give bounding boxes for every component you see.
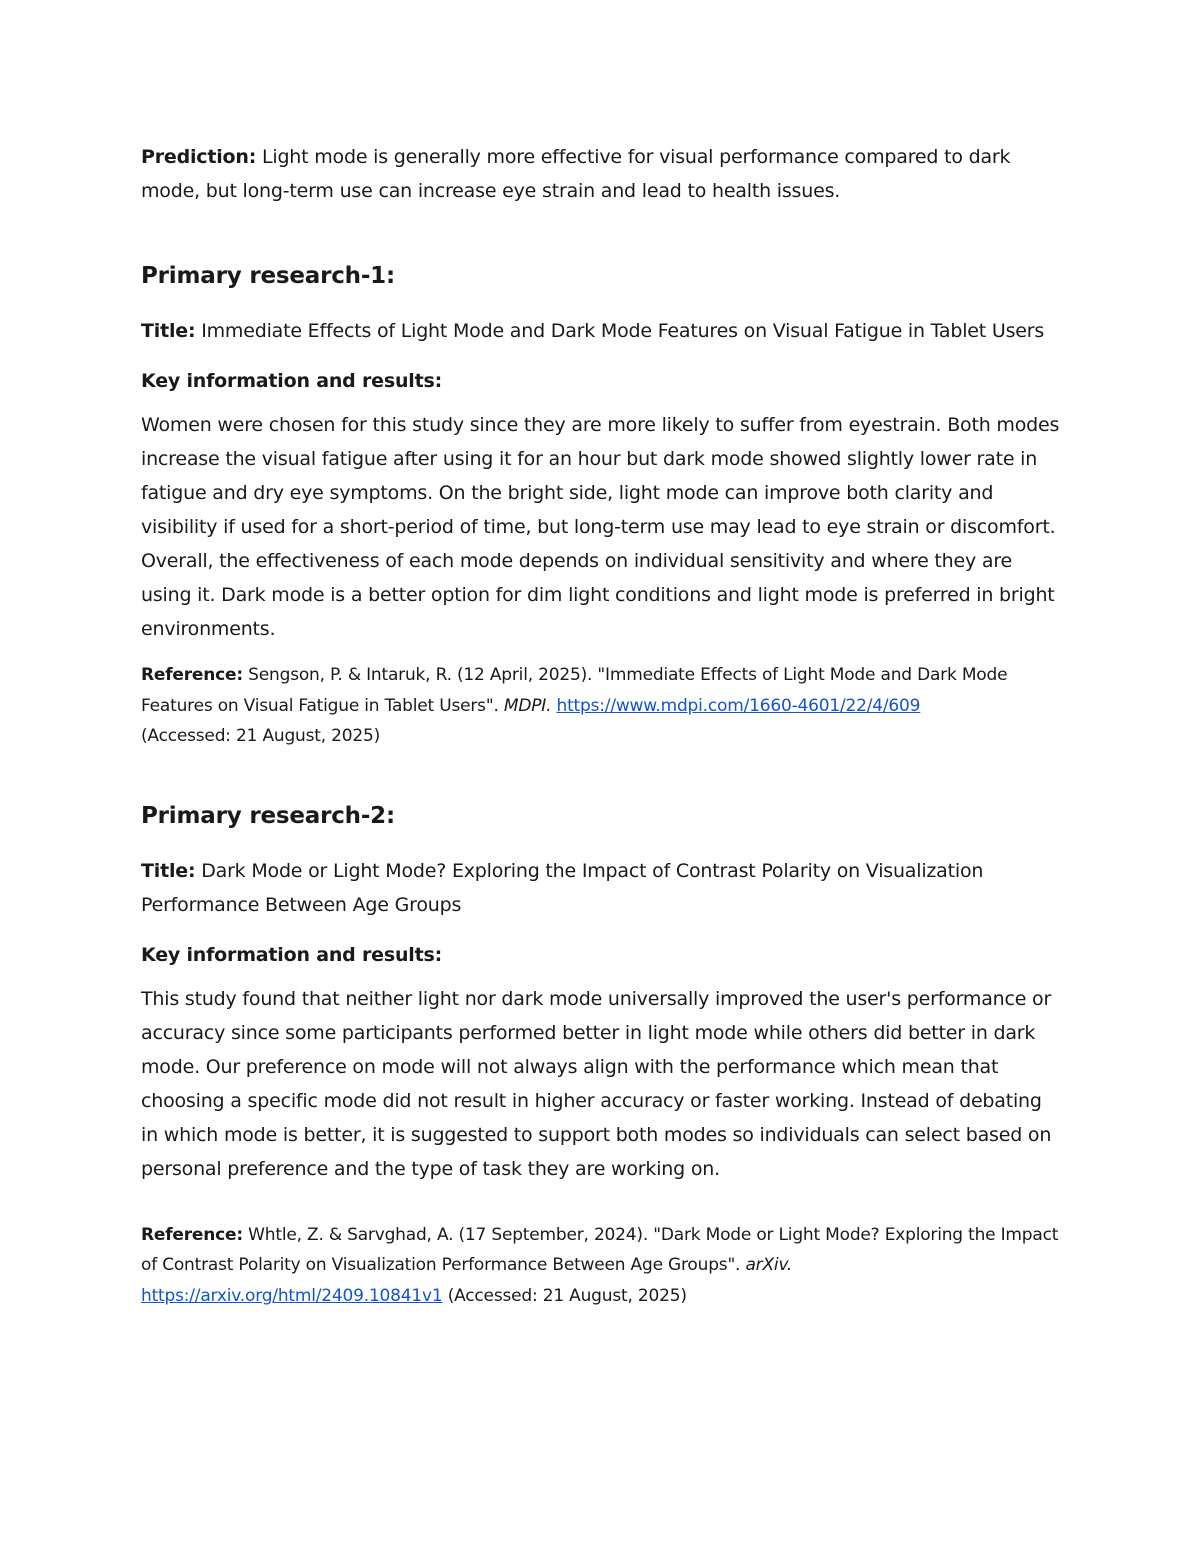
research2-title-paragraph: [141, 854, 1061, 922]
research1-reference: [141, 660, 1061, 752]
research1-heading: Primary research-1:: [141, 263, 395, 289]
research2-key-label: Key information and results:: [141, 943, 442, 966]
research1-ref-text: Sengson, P. & Intaruk, R. (12 April, 2025). "Immediate Effects of Light Mode and Dark Mode Features on Visual Fatigue in Tablet Users".: [141, 665, 1008, 716]
research1-body: Women were chosen for this study since they are more likely to suffer from eyestrain. Both modes increase the visual fatigue after using it for an hour but dark mode showed slightly lower rate in fatigue and dry eye symptoms. On the bright side, light mode can improve both clarity and visibility if used for a short-period of time, but long-term use may lead to eye strain or discomfort. Overall, the effectiveness of each mode depends on individual sensitivity and where they are using it. Dark mode is a better option for dim light conditions and light mode is preferred in bright environments.: [141, 414, 1060, 640]
research1-ref-label: Reference:: [141, 665, 243, 685]
research2-reference: [141, 1220, 1061, 1312]
research2-body: This study found that neither light nor dark mode universally improved the user's performance or accuracy since some participants performed better in light mode while others did better in dark mode. Our preference on mode will not always align with the performance which mean that choosing a specific mode did not result in higher accuracy or faster working. Instead of debating in which mode is better, it is suggested to support both modes so individuals can select based on personal preference and the type of task they are working on.: [141, 987, 1052, 1180]
research1-ref-source: MDPI.: [503, 695, 552, 716]
research2-title-text: Dark Mode or Light Mode? Exploring the Impact of Contrast Polarity on Visualization Performance Between Age Groups: [141, 859, 984, 916]
prediction-label: Prediction:: [141, 146, 257, 168]
research2-ref-label: Reference:: [141, 1224, 243, 1245]
research1-key-label: Key information and results:: [141, 370, 442, 392]
research2-title-label: Title:: [141, 859, 196, 882]
research1-title-text: Immediate Effects of Light Mode and Dark Mode Features on Visual Fatigue in Tablet Users: [195, 320, 1045, 342]
research2-ref-source: arXiv.: [745, 1255, 793, 1275]
research1-title-label: Title:: [141, 320, 196, 342]
prediction-paragraph: [141, 140, 1061, 208]
research1-ref-link[interactable]: https://www.mdpi.com/1660-4601/22/4/609: [556, 695, 921, 716]
research1-title-paragraph: [141, 314, 1061, 348]
document-page: [141, 140, 1061, 1311]
research2-ref-accessed: (Accessed: 21 August, 2025): [442, 1285, 687, 1306]
research2-heading: Primary research-2:: [141, 802, 395, 829]
research1-ref-accessed: (Accessed: 21 August, 2025): [141, 726, 381, 746]
prediction-text: Light mode is generally more effective for visual performance compared to dark mode, but long-term use can increase eye strain and lead to health issues.: [141, 146, 1011, 202]
research2-ref-link[interactable]: https://arxiv.org/html/2409.10841v1: [141, 1285, 443, 1306]
research2-ref-text: Whtle, Z. & Sarvghad, A. (17 September, 2024). "Dark Mode or Light Mode? Exploring the Impact of Contrast Polarity on Visualization Performance Between Age Groups".: [141, 1224, 1059, 1275]
